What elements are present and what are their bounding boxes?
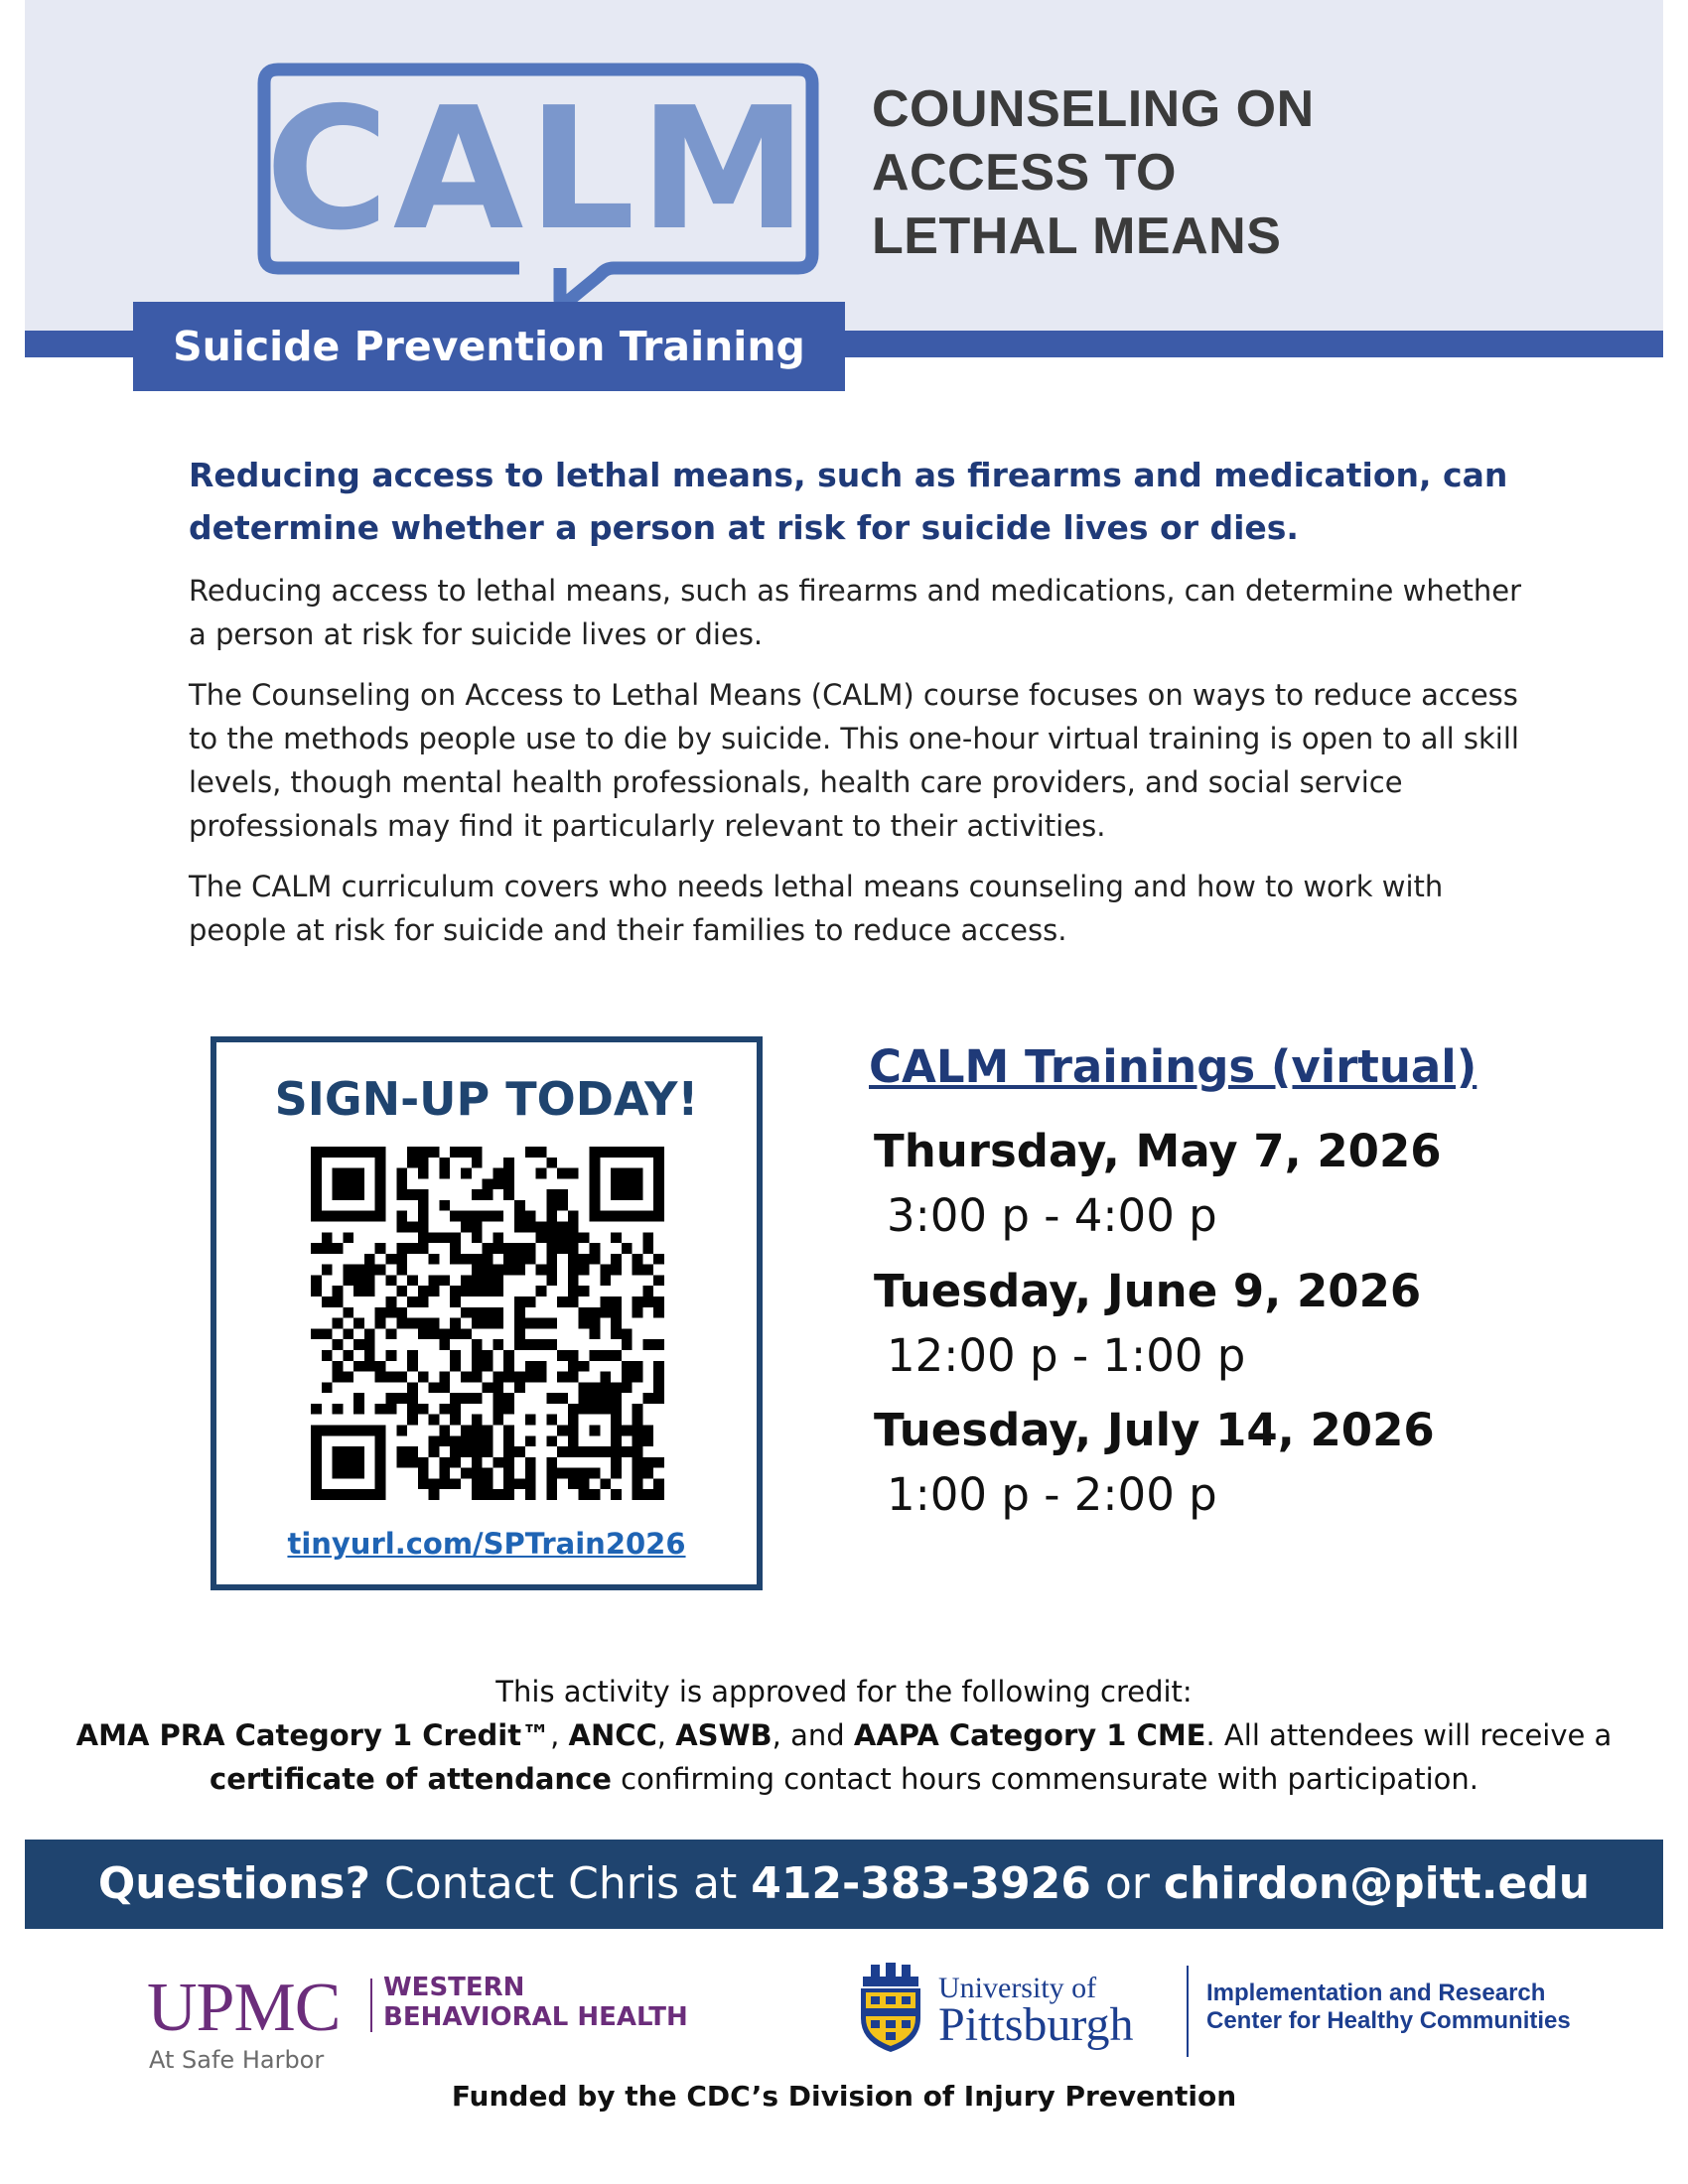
calm-logo-text: CALM: [265, 71, 811, 268]
intro-paragraph: The CALM curriculum covers who needs lethal means counseling and how to work with people at risk for suicide and their families to reduce access.: [189, 870, 1444, 947]
credit-text: . All attendees will receive a: [1205, 1718, 1613, 1752]
credit-ama: AMA PRA Category 1 Credit™: [75, 1718, 551, 1752]
program-title-line: LETHAL MEANS: [872, 207, 1282, 265]
credit-certificate: certificate of attendance: [210, 1762, 612, 1796]
credit-details: [60, 1713, 1628, 1801]
upmc-tagline: At Safe Harbor: [149, 2046, 325, 2074]
credit-ancc: ANCC: [568, 1718, 657, 1752]
session-time: 12:00 p - 1:00 p: [887, 1329, 1246, 1382]
upmc-division: [383, 1973, 688, 2032]
training-tab-label: Suicide Prevention Training: [133, 302, 845, 391]
program-title-line: COUNSELING ON: [872, 80, 1315, 138]
session-date: Tuesday, July 14, 2026: [874, 1404, 1435, 1456]
calm-logo: [256, 62, 820, 310]
signup-link[interactable]: tinyurl.com/SPTrain2026: [287, 1527, 686, 1561]
program-title-line: ACCESS TO: [872, 144, 1177, 202]
credit-sep: ,: [550, 1718, 569, 1752]
upmc-division-line: BEHAVIORAL HEALTH: [383, 2002, 688, 2032]
intro-paragraph: The Counseling on Access to Lethal Means (CALM) course focuses on ways to reduce access to the methods people use to die by suicide. This one-hour virtual training is open to all skill levels, though mental health professionals, health care providers, and social service professionals may find it particularly relevant to their activities.: [189, 678, 1519, 843]
contact-text: Contact Chris at: [370, 1858, 752, 1909]
session-time: 1:00 p - 2:00 p: [887, 1468, 1217, 1521]
contact-email[interactable]: chirdon@pitt.edu: [1163, 1858, 1591, 1909]
intro-paragraph: Reducing access to lethal means, such as firearms and medications, can determine whether a person at risk for suicide lives or dies.: [189, 574, 1522, 651]
funding-statement: Funded by the CDC’s Division of Injury Prevention: [451, 2080, 1237, 2113]
intro-headline: Reducing access to lethal means, such as firearms and medication, can determine whether a person at risk for suicide lives or dies.: [189, 456, 1508, 547]
credit-text: confirming contact hours commensurate with participation.: [611, 1762, 1478, 1796]
credit-statement: [60, 1670, 1628, 1801]
credit-sep: , and: [772, 1718, 854, 1752]
contact-questions: Questions?: [97, 1858, 370, 1909]
contact-phone[interactable]: 412-383-3926: [751, 1858, 1091, 1909]
qr-code-icon[interactable]: [311, 1145, 664, 1502]
pitt-name: Pittsburgh: [938, 1998, 1134, 2051]
credit-aswb: ASWB: [675, 1718, 773, 1752]
pitt-logo: [857, 1958, 1602, 2067]
upmc-wordmark: UPMC: [147, 1970, 341, 2046]
trainings-title: CALM Trainings (virtual): [869, 1040, 1477, 1093]
pitt-center-line: Implementation and Research: [1206, 1979, 1546, 2006]
pitt-center-line: Center for Healthy Communities: [1206, 2007, 1571, 2034]
credit-intro: This activity is approved for the following credit:: [495, 1675, 1193, 1708]
contact-or: or: [1090, 1858, 1164, 1909]
pitt-shield-icon: [857, 1963, 924, 2054]
pitt-center-name: [1206, 1979, 1571, 2035]
pitt-divider: [1187, 1966, 1189, 2057]
contact-bar: [25, 1840, 1663, 1929]
pitt-university-label: University of: [938, 1972, 1097, 2004]
session-time: 3:00 p - 4:00 p: [887, 1189, 1217, 1242]
credit-sep: ,: [656, 1718, 676, 1752]
program-title: [872, 77, 1388, 268]
upmc-division-line: WESTERN: [383, 1973, 525, 2002]
credit-aapa: AAPA Category 1 CME: [853, 1718, 1206, 1752]
upmc-divider: [370, 1979, 372, 2032]
session-date: Tuesday, June 9, 2026: [874, 1265, 1422, 1317]
upmc-logo: [147, 1971, 782, 2085]
signup-title: SIGN-UP TODAY!: [274, 1072, 699, 1126]
signup-box: [211, 1036, 763, 1590]
session-date: Thursday, May 7, 2026: [874, 1125, 1442, 1177]
